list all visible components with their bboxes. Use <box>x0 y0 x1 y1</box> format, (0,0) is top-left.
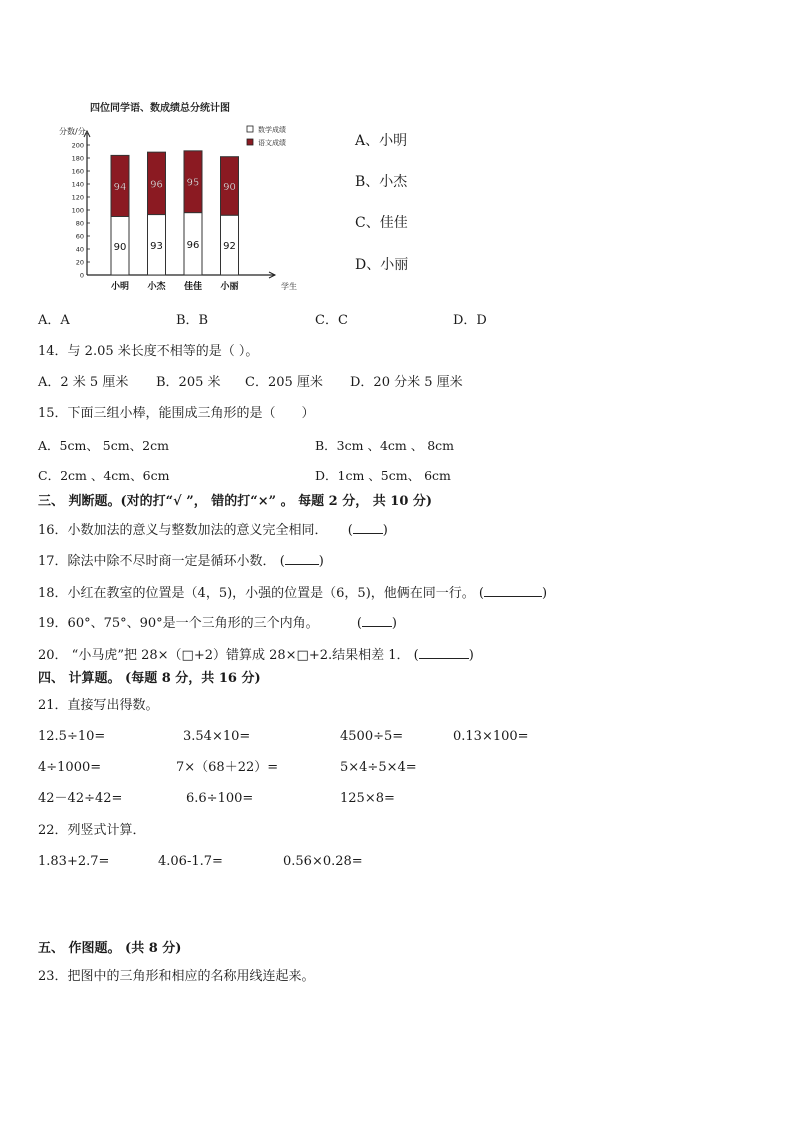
chart-y-tick-label: 140 <box>71 180 84 189</box>
legend-chinese-label: 语文成绩 <box>258 139 286 147</box>
section5-heading: 五、 作图题。 (共 8 分) <box>38 941 182 956</box>
q16-text: 16．小数加法的意义与整数加法的意义完全相同． <box>38 523 328 538</box>
q15-stem: 15．下面三组小棒，能围成三角形的是（ ） <box>38 406 315 421</box>
q14-option-c: C．205 厘米 <box>245 375 323 390</box>
calc-1-2: 3.54×10= <box>183 729 251 744</box>
q23-stem: 23．把图中的三角形和相应的名称用线连起来。 <box>38 969 315 984</box>
q20-answer-blank[interactable]: ( ) <box>413 648 474 663</box>
section4-heading: 四、 计算题。 (每题 8 分，共 16 分) <box>38 671 261 686</box>
q18-row <box>38 584 547 602</box>
chart-y-tick-label: 160 <box>71 167 84 176</box>
q21-stem: 21．直接写出得数。 <box>38 698 159 713</box>
calc-4-3: 0.56×0.28= <box>283 854 363 869</box>
q14-option-b: B．205 米 <box>156 375 221 390</box>
q18-text: 18．小红在教室的位置是（4，5)，小强的位置是（6，5)，他俩在同一行。 <box>38 586 475 601</box>
q19-text: 19．60°、75°、90°是一个三角形的三个内角。 <box>38 616 319 631</box>
q19-answer-blank[interactable]: ( ) <box>356 616 397 631</box>
calc-2-1: 4÷1000= <box>38 760 102 775</box>
chart-y-tick-label: 40 <box>75 245 84 254</box>
bar-chinese-label: 95 <box>186 177 200 189</box>
q14-option-d: D．20 分米 5 厘米 <box>350 375 463 390</box>
q17-text: 17．除法中除不尽时商一定是循环小数． <box>38 554 276 569</box>
bar-math-label: 92 <box>223 241 236 253</box>
chart-option-c: C、佳佳 <box>355 215 408 231</box>
bar-math-label: 90 <box>113 241 127 253</box>
category-label: 小明 <box>110 282 130 292</box>
chart-option-a: A、小明 <box>355 133 408 149</box>
chart-option-b: B、小杰 <box>355 174 408 190</box>
calc-1-4: 0.13×100= <box>453 729 529 744</box>
chart-title: 四位同学语、数成绩总分统计图 <box>90 103 230 114</box>
q17-answer-blank[interactable]: ( ) <box>279 554 324 569</box>
category-label: 佳佳 <box>183 282 203 292</box>
chart-ylabel: 分数/分 <box>59 127 86 136</box>
bar-chinese-label: 94 <box>113 181 127 193</box>
chart-y-tick-label: 0 <box>79 271 84 280</box>
q16-row <box>38 521 388 539</box>
calc-3-3: 125×8= <box>340 791 395 806</box>
bar-math-label: 93 <box>150 240 163 252</box>
q17-row <box>38 552 324 570</box>
q20-row <box>38 646 474 664</box>
q19-row <box>38 614 397 632</box>
q18-answer-blank[interactable]: ( ) <box>478 586 548 601</box>
calc-3-2: 6.6÷100= <box>186 791 254 806</box>
score-chart <box>59 97 305 297</box>
calc-1-1: 12.5÷10= <box>38 729 106 744</box>
q16-answer-blank[interactable]: ( ) <box>347 523 388 538</box>
chart-y-tick-label: 180 <box>71 154 84 163</box>
bar-chinese-label: 96 <box>150 179 163 191</box>
q14-option-a: A．2 米 5 厘米 <box>38 375 129 390</box>
legend-chinese-swatch <box>247 139 253 145</box>
calc-2-3: 5×4÷5×4= <box>340 760 417 775</box>
q13-option-d: D．D <box>453 313 487 328</box>
calc-1-3: 4500÷5= <box>340 729 404 744</box>
chart-option-d: D、小丽 <box>355 257 409 273</box>
calc-3-1: 42－42÷42= <box>38 791 123 806</box>
q15-option-c: C．2cm 、4cm、6cm <box>38 468 170 483</box>
q13-option-c: C．C <box>315 313 348 328</box>
score-bar-chart <box>59 97 305 297</box>
chart-y-tick-label: 100 <box>71 206 84 215</box>
q20-text: 20． “小马虎”把 28×（□+2）错算成 28×□+2.结果相差 1． <box>38 648 410 663</box>
q13-option-a: A．A <box>38 313 70 328</box>
bar-math-label: 96 <box>186 239 200 251</box>
bar-chinese-label: 90 <box>223 181 236 193</box>
category-label: 小杰 <box>147 282 166 292</box>
q13-option-b: B．B <box>176 313 209 328</box>
chart-y-tick-label: 200 <box>71 141 84 150</box>
category-label: 小丽 <box>220 282 239 292</box>
q14-stem: 14．与 2.05 米长度不相等的是（ ）。 <box>38 344 259 359</box>
q15-option-a: A．5cm、 5cm、2cm <box>38 438 169 453</box>
section3-heading: 三、 判断题。(对的打“√ ”， 错的打“×” 。 每题 2 分， 共 10 分) <box>38 494 433 509</box>
q15-option-d: D．1cm 、5cm、 6cm <box>315 468 451 483</box>
calc-4-1: 1.83+2.7= <box>38 854 110 869</box>
chart-y-tick-label: 80 <box>75 219 84 228</box>
calc-4-2: 4.06-1.7= <box>158 854 223 869</box>
legend-math-swatch <box>247 126 253 132</box>
chart-y-tick-label: 20 <box>75 258 84 267</box>
calc-2-2: 7×（68＋22）= <box>176 760 279 775</box>
chart-y-tick-label: 120 <box>71 193 84 202</box>
q22-stem: 22．列竖式计算． <box>38 823 146 838</box>
chart-y-tick-label: 60 <box>75 232 84 241</box>
q15-option-b: B．3cm 、4cm 、 8cm <box>315 438 455 453</box>
legend-math-label: 数学成绩 <box>258 126 286 134</box>
chart-xlabel: 学生 <box>281 282 297 291</box>
